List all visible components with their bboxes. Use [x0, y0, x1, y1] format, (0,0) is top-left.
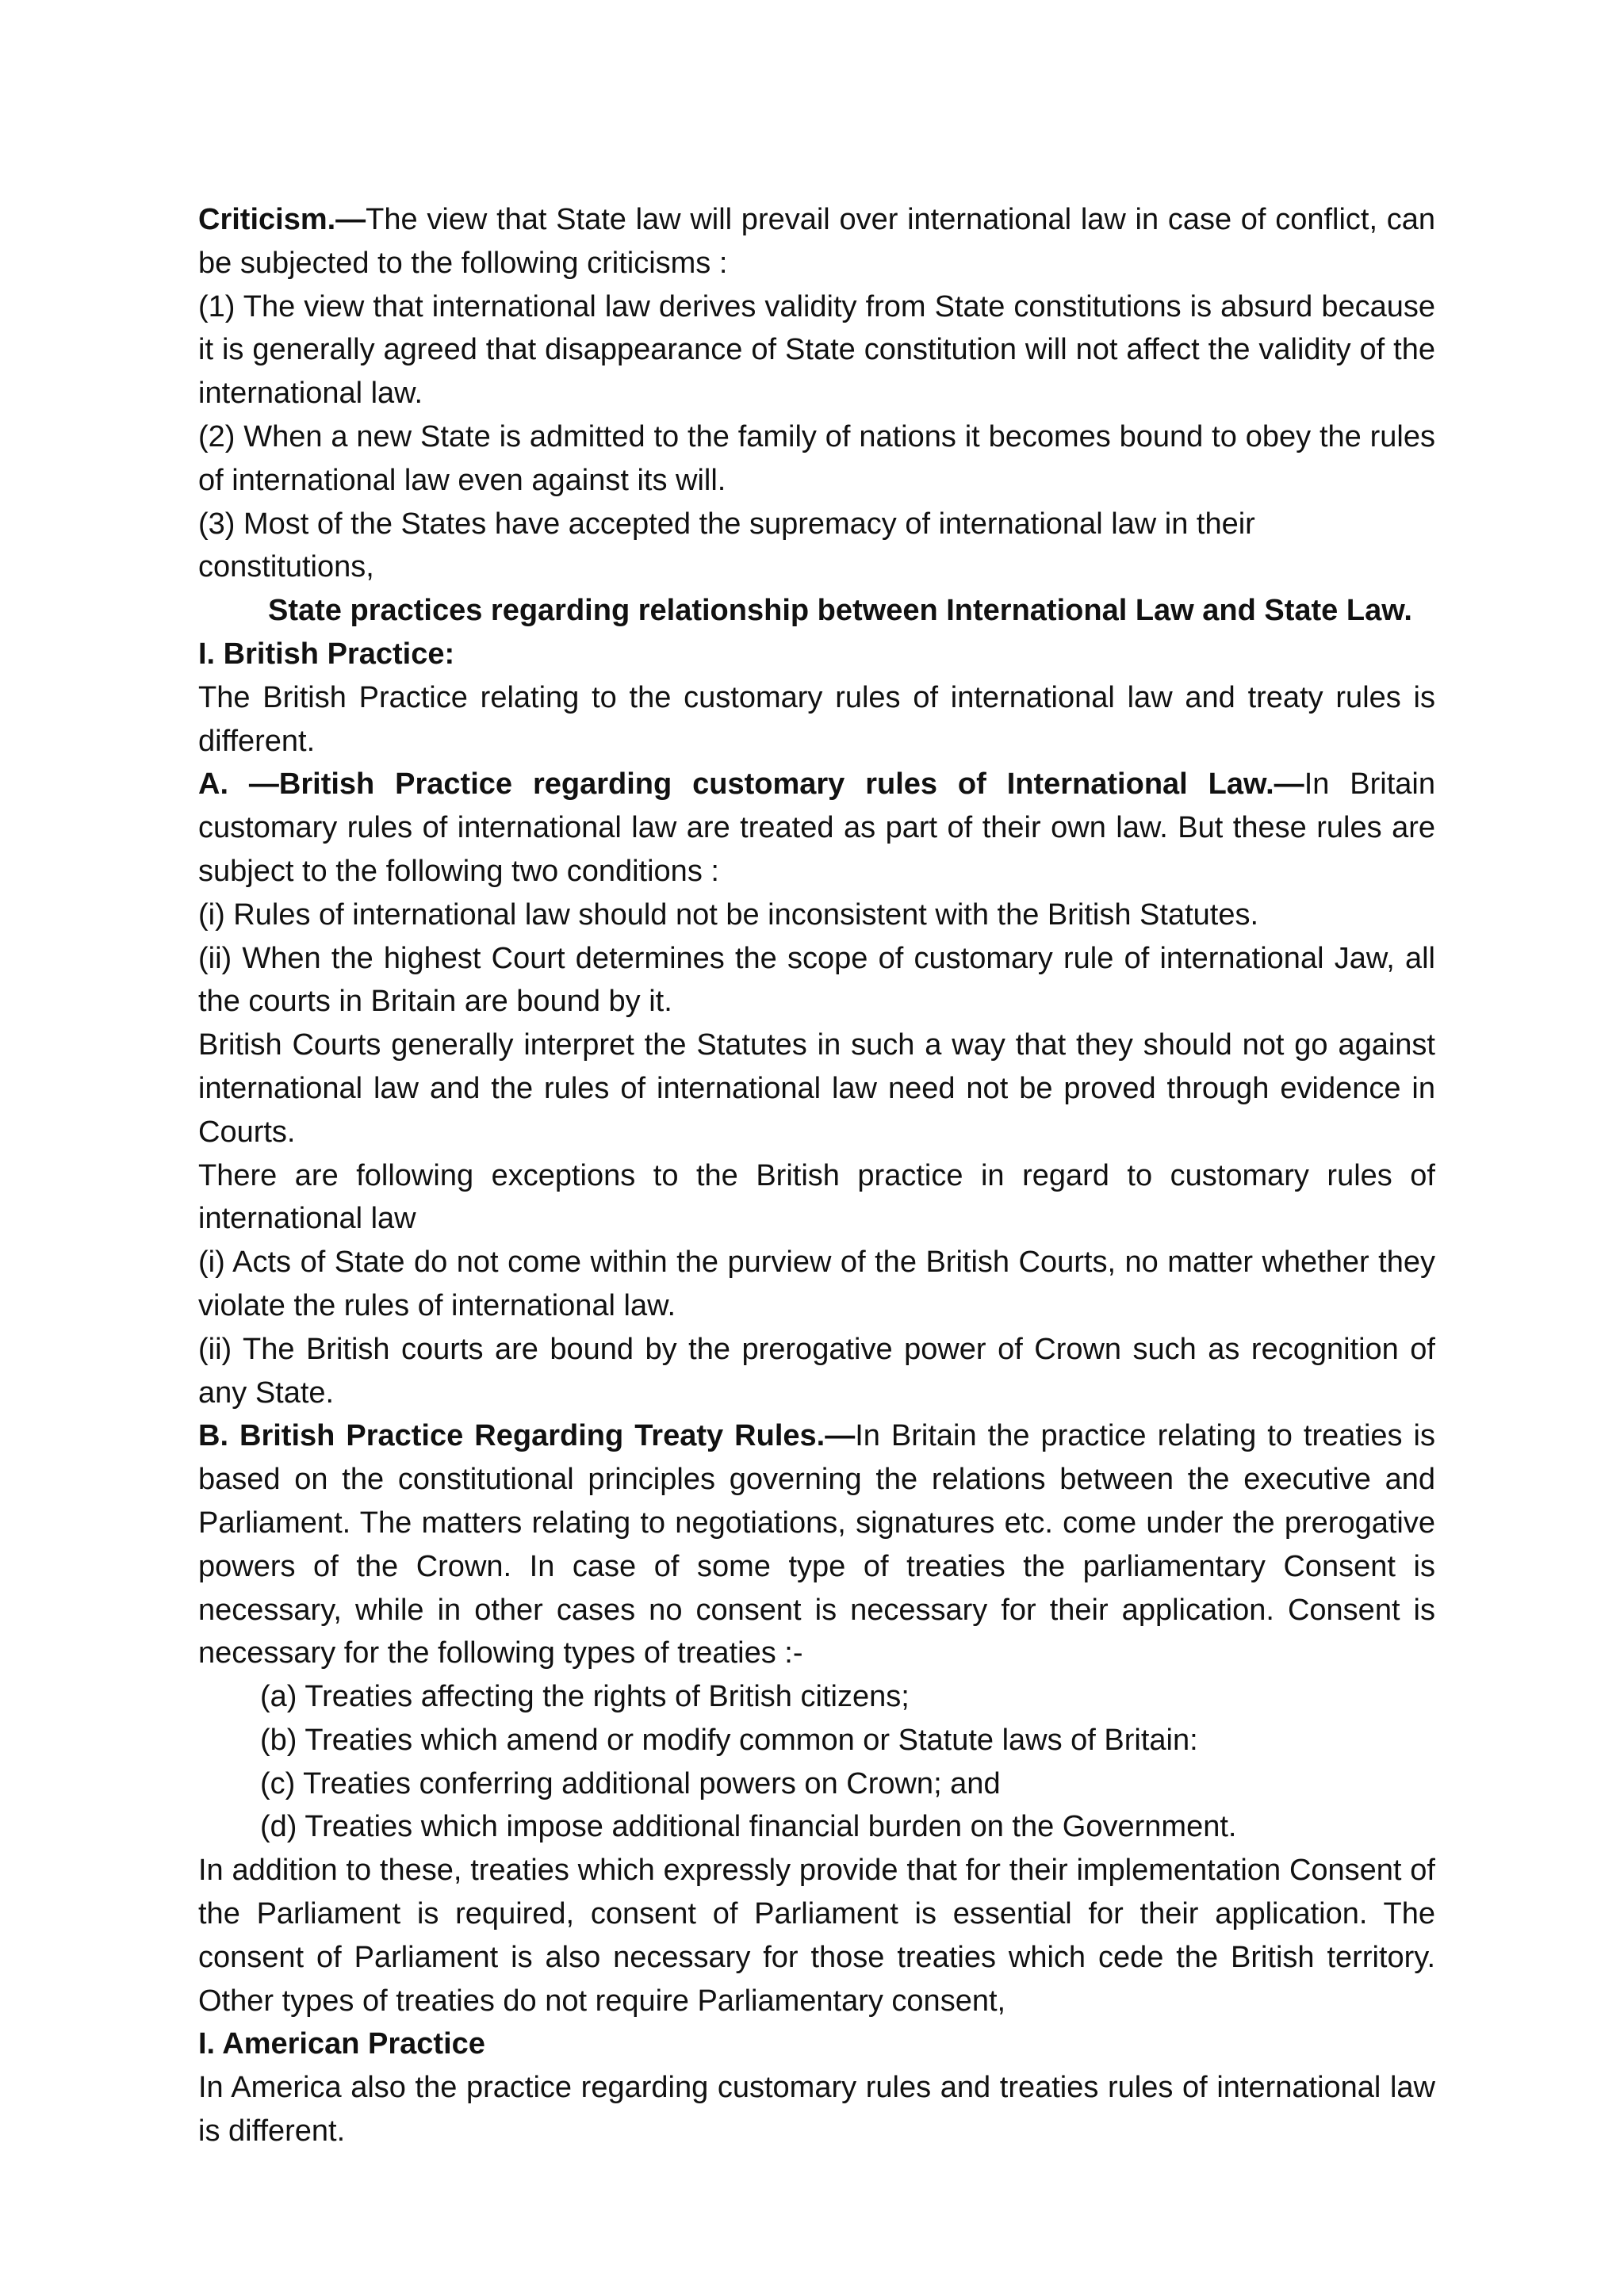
- criticism-text: The view that State law will prevail over international law in case of conflict, can be subjected to the following criticisms :: [198, 203, 1435, 280]
- exception-1: (i) Acts of State do not come within the purview of the British Courts, no matter whether they violate the rules of international law.: [198, 1246, 1435, 1322]
- customary-rules-text: In Britain customary rules of international law are treated as part of their own law. But these rules are subject to the following two conditions :: [198, 767, 1435, 888]
- british-practice-heading: I. British Practice:: [198, 637, 455, 671]
- customary-condition-1: (i) Rules of international law should not be inconsistent with the British Statutes.: [198, 897, 1259, 932]
- british-practice-intro: The British Practice relating to the customary rules of international law and treaty rules is different.: [198, 680, 1435, 758]
- american-practice-heading: I. American Practice: [198, 2027, 485, 2061]
- criticism-point-1: (1) The view that international law derives validity from State constitutions is absurd because it is generally agreed that disappearance of State constitution will not affect the validity of the international law.: [198, 289, 1435, 411]
- treaty-rules-lead: B. British Practice Regarding Treaty Rules.—: [198, 1419, 856, 1453]
- treaty-type-c: (c) Treaties conferring additional powers on Crown; and: [260, 1766, 1001, 1800]
- american-practice-intro: In America also the practice regarding customary rules and treaties rules of international law is different.: [198, 2071, 1435, 2149]
- treaty-type-a: (a) Treaties affecting the rights of British citizens;: [260, 1680, 910, 1714]
- british-courts-paragraph: British Courts generally interpret the Statutes in such a way that they should not go against international law and the rules of international law need not be proved through evidence in Courts.: [198, 1028, 1435, 1149]
- customary-condition-2: (ii) When the highest Court determines the scope of customary rule of international Jaw, all the courts in Britain are bound by it.: [198, 941, 1435, 1019]
- customary-rules-paragraph: [198, 763, 1435, 893]
- document-page: [198, 198, 1435, 2153]
- treaty-rules-paragraph: [198, 1414, 1435, 1675]
- treaty-type-b: (b) Treaties which amend or modify common or Statute laws of Britain:: [260, 1723, 1198, 1757]
- treaty-type-d: (d) Treaties which impose additional financial burden on the Government.: [260, 1810, 1237, 1844]
- criticism-point-2: (2) When a new State is admitted to the family of nations it becomes bound to obey the rules of international law even against its will.: [198, 419, 1435, 497]
- section-heading: State practices regarding relationship between International Law and State Law.: [268, 594, 1412, 628]
- criticism-lead: Criticism.—: [198, 203, 366, 236]
- exceptions-intro: There are following exceptions to the British practice in regard to customary rules of international law: [198, 1158, 1435, 1236]
- treaty-rules-text: In Britain the practice relating to treaties is based on the constitutional principles governing the relations between the executive and Parliament. The matters relating to negotiations, signatures etc. come under the prerogative powers of the Crown. In case of some type of treaties the parliamentary Consent is necessary, while in other cases no consent is necessary for their application. Consent is necessary for the following types of treaties :-: [198, 1419, 1435, 1670]
- customary-rules-lead: A. —British Practice regarding customary rules of International Law.—: [198, 767, 1304, 802]
- criticism-paragraph: [198, 198, 1435, 285]
- exception-2: (ii) The British courts are bound by the prerogative power of Crown such as recognition of any State.: [198, 1332, 1435, 1410]
- criticism-point-3: (3) Most of the States have accepted the supremacy of international law in their constitutions,: [198, 507, 1255, 584]
- treaty-addition-paragraph: In addition to these, treaties which expressly provide that for their implementation Consent of the Parliament is required, consent of Parliament is essential for their application. The consent of Parliament is also necessary for those treaties which cede the British territory. Other types of treaties do not require Parliamentary consent,: [198, 1854, 1435, 2018]
